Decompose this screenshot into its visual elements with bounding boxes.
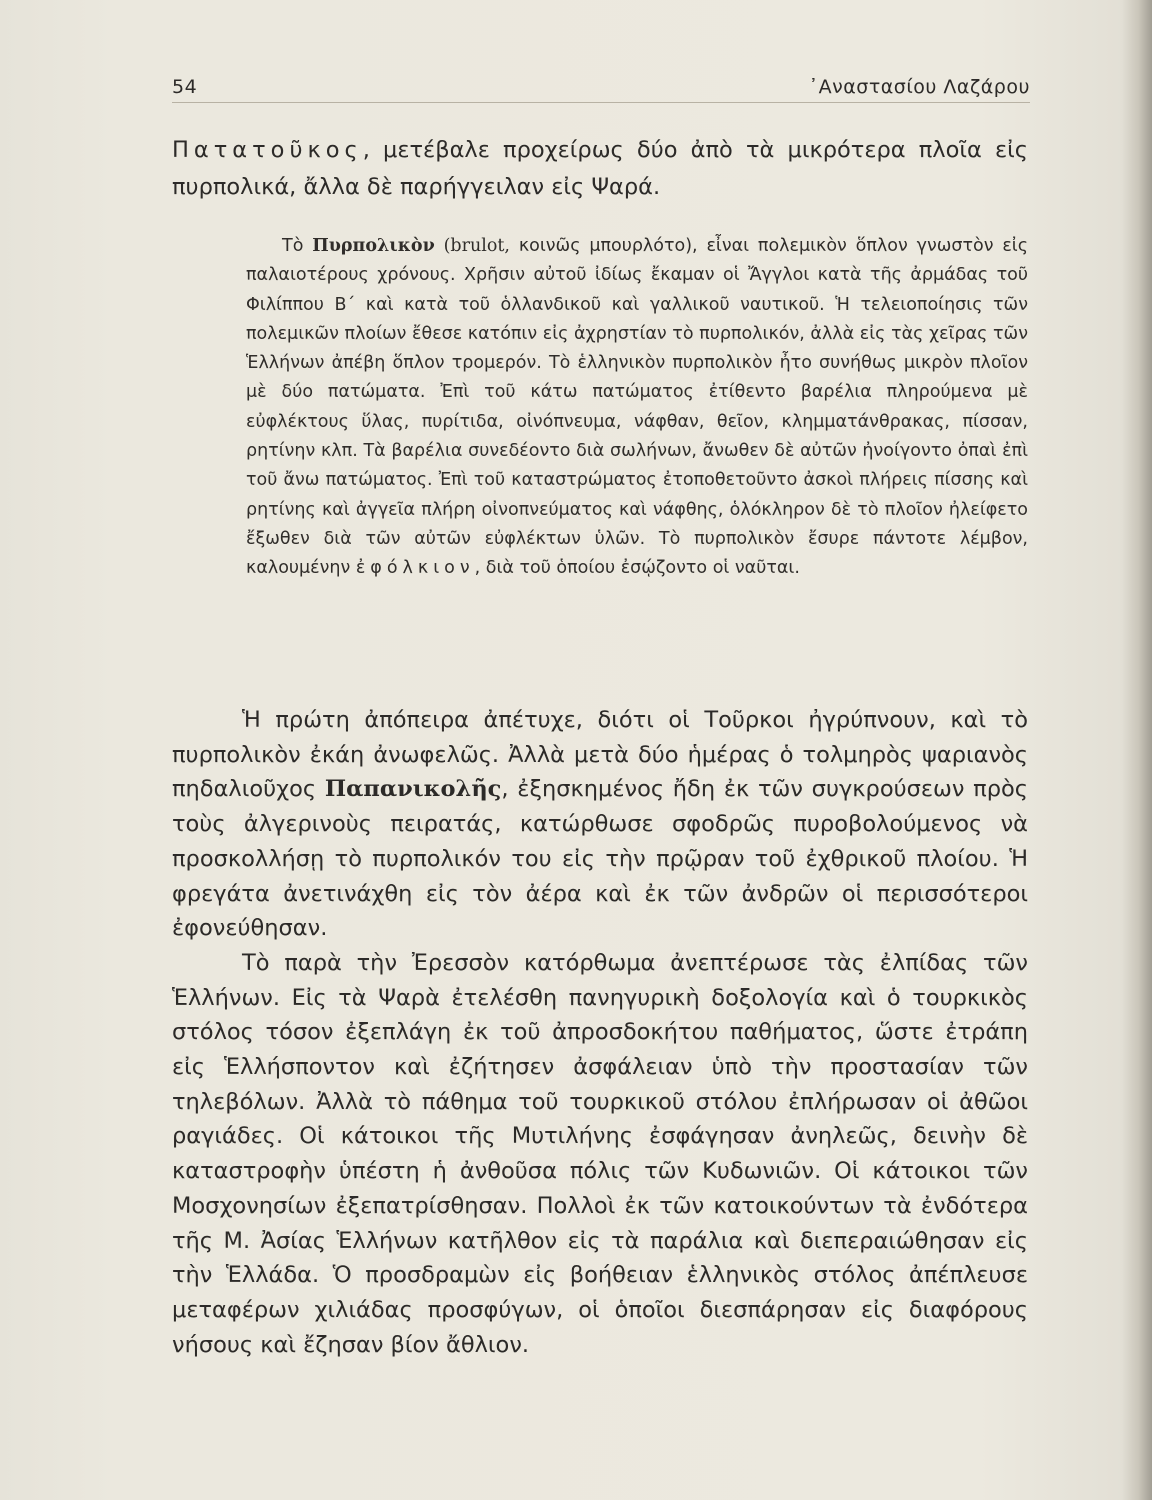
p1-end: , ἐξησκημένος ἤδη ἐκ τῶν συγκρούσεων πρὸς τοὺς ἀλγερινοὺς πειρατάς, κατώρθωσε σφοδρῶς πυροβολούμενος νὰ προσκολλήσῃ τὸ πυρπολικόν του εἰς τὴν πρῷραν τοῦ ἐχθρικοῦ πλοίου. Ἡ φρεγάτα ἀνετινάχθη εἰς τὸν ἀέρα καὶ ἐκ τῶν ἀνδρῶν οἱ περισσότεροι ἐφονεύθησαν.	[172, 776, 1028, 942]
intro-text: , μετέβαλε προχείρως δύο ἀπὸ τὰ μικρότερα πλοῖα εἰς πυρπολικά, ἄλλα δὲ παρήγγειλαν εἰς Ψαρά.	[172, 137, 1028, 200]
footnote-term: Πυρπολικὸν	[312, 236, 435, 256]
footnote-latin-term: (brulot,	[443, 236, 510, 256]
footnote	[246, 232, 1028, 584]
footnote-spaced-term: ἐφόλκιον	[355, 558, 475, 579]
intro-paragraph	[172, 132, 1028, 206]
footnote-lead: Τὸ	[282, 236, 313, 256]
body-paragraph-1	[172, 703, 1028, 946]
page-edge-shadow	[1122, 0, 1152, 1500]
main-text	[172, 703, 1028, 1362]
page-header	[172, 74, 1030, 104]
footnote-text: κοινῶς μπουρλότο), εἶναι πολεμικὸν ὅπλον γνωστὸν εἰς παλαιοτέρους χρόνους. Χρῆσιν αὐτοῦ ἰδίως ἔκαμαν οἱ Ἄγγλοι κατὰ τῆς ἀρμάδας τοῦ Φιλίππου Β΄ καὶ κατὰ τοῦ ὁλλανδικοῦ καὶ γαλλικοῦ ναυτικοῦ. Ἡ τελειοποίησις τῶν πολεμικῶν πλοίων ἔθεσε κατόπιν εἰς ἀχρηστίαν τὸ πυρπολικόν, ἀλλὰ εἰς τὰς χεῖρας τῶν Ἑλλήνων ἀπέβη ὅπλον τρομερόν. Τὸ ἑλληνικὸν πυρπολικὸν ἦτο συνήθως μικρὸν πλοῖον μὲ δύο πατώματα. Ἐπὶ τοῦ κάτω πατώματος ἐτίθεντο βαρέλια πληρούμενα μὲ εὐφλέκτους ὕλας, πυρίτιδα, οἰνόπνευμα, νάφθαν, θεῖον, κλημματάνθρακας, πίσσαν, ρητίνην κλπ. Τὰ βαρέλια συνεδέοντο διὰ σωλήνων, ἄνωθεν δὲ αὐτῶν ἠνοίγοντο ὀπαὶ ἐπὶ τοῦ ἄνω πατώματος. Ἐπὶ τοῦ καταστρώματος ἐτοποθετοῦντο ἀσκοὶ πλήρεις πίσσης καὶ ρητίνης καὶ ἀγγεῖα πλήρη οἰνοπνεύματος καὶ νάφθης, ὁλόκληρον δὲ τὸ πλοῖον ἠλείφετο ἔξωθεν διὰ τῶν αὐτῶν εὐφλέκτων ὑλῶν. Τὸ πυρπολικὸν ἔσυρε πάντοτε λέμβον, καλουμένην	[246, 236, 1028, 579]
header-rule	[172, 102, 1030, 103]
running-title: ᾽Αναστασίου Λαζάρου	[808, 76, 1030, 98]
footnote-tail: , διὰ τοῦ ὁποίου ἐσῴζοντο οἱ ναῦται.	[474, 558, 800, 579]
intro-spaced-name: Πατατοῦκος	[172, 137, 363, 163]
p1-bold-name: Παπανικολῆς	[324, 776, 502, 803]
body-paragraph-2: Τὸ παρὰ τὴν Ἐρεσσὸν κατόρθωμα ἀνεπτέρωσε τὰς ἐλπίδας τῶν Ἑλλήνων. Εἰς τὰ Ψαρὰ ἐτελέσθη πανηγυρικὴ δοξολογία καὶ ὁ τουρκικὸς στόλος τόσον ἐξεπλάγη ἐκ τοῦ ἀπροσδοκήτου παθήματος, ὥστε ἐτράπη εἰς Ἑλλήσποντον καὶ ἐζήτησεν ἀσφάλειαν ὑπὸ τὴν προστασίαν τῶν τηλεβόλων. Ἀλλὰ τὸ πάθημα τοῦ τουρκικοῦ στόλου ἐπλήρωσαν οἱ ἀθῶοι ραγιάδες. Οἱ κάτοικοι τῆς Μυτιλήνης ἐσφάγησαν ἀνηλεῶς, δεινὴν δὲ καταστροφὴν ὑπέστη ἡ ἀνθοῦσα πόλις τῶν Κυδωνιῶν. Οἱ κάτοικοι τῶν Μοσχονησίων ἐξεπατρίσθησαν. Πολλοὶ ἐκ τῶν κατοικούντων τὰ ἐνδότερα τῆς Μ. Ἀσίας Ἑλλήνων κατῆλθον εἰς τὰ παράλια καὶ διεπεραιώθησαν εἰς τὴν Ἑλλάδα. Ὁ προσδραμὼν εἰς βοήθειαν ἑλληνικὸς στόλος ἀπέπλευσε μεταφέρων χιλιάδας προσφύγων, οἱ ὁποῖοι διεσπάρησαν εἰς διαφόρους νήσους καὶ ἔζησαν βίον ἄθλιον.	[172, 949, 1028, 1358]
footnote-paragraph	[246, 232, 1028, 584]
p1-start: Ἡ πρώτη ἀπόπειρα ἀπέτυχε, διότι οἱ Τοῦρκοι ἠγρύπνουν, καὶ τὸ πυρπολικὸν ἐκάη ἀνωφελῶς. Ἀλλὰ μετὰ δύο ἡμέρας ὁ τολμηρὸς ψαριανὸς πηδαλιοῦχος	[172, 707, 1028, 803]
page-number: 54	[172, 76, 198, 98]
